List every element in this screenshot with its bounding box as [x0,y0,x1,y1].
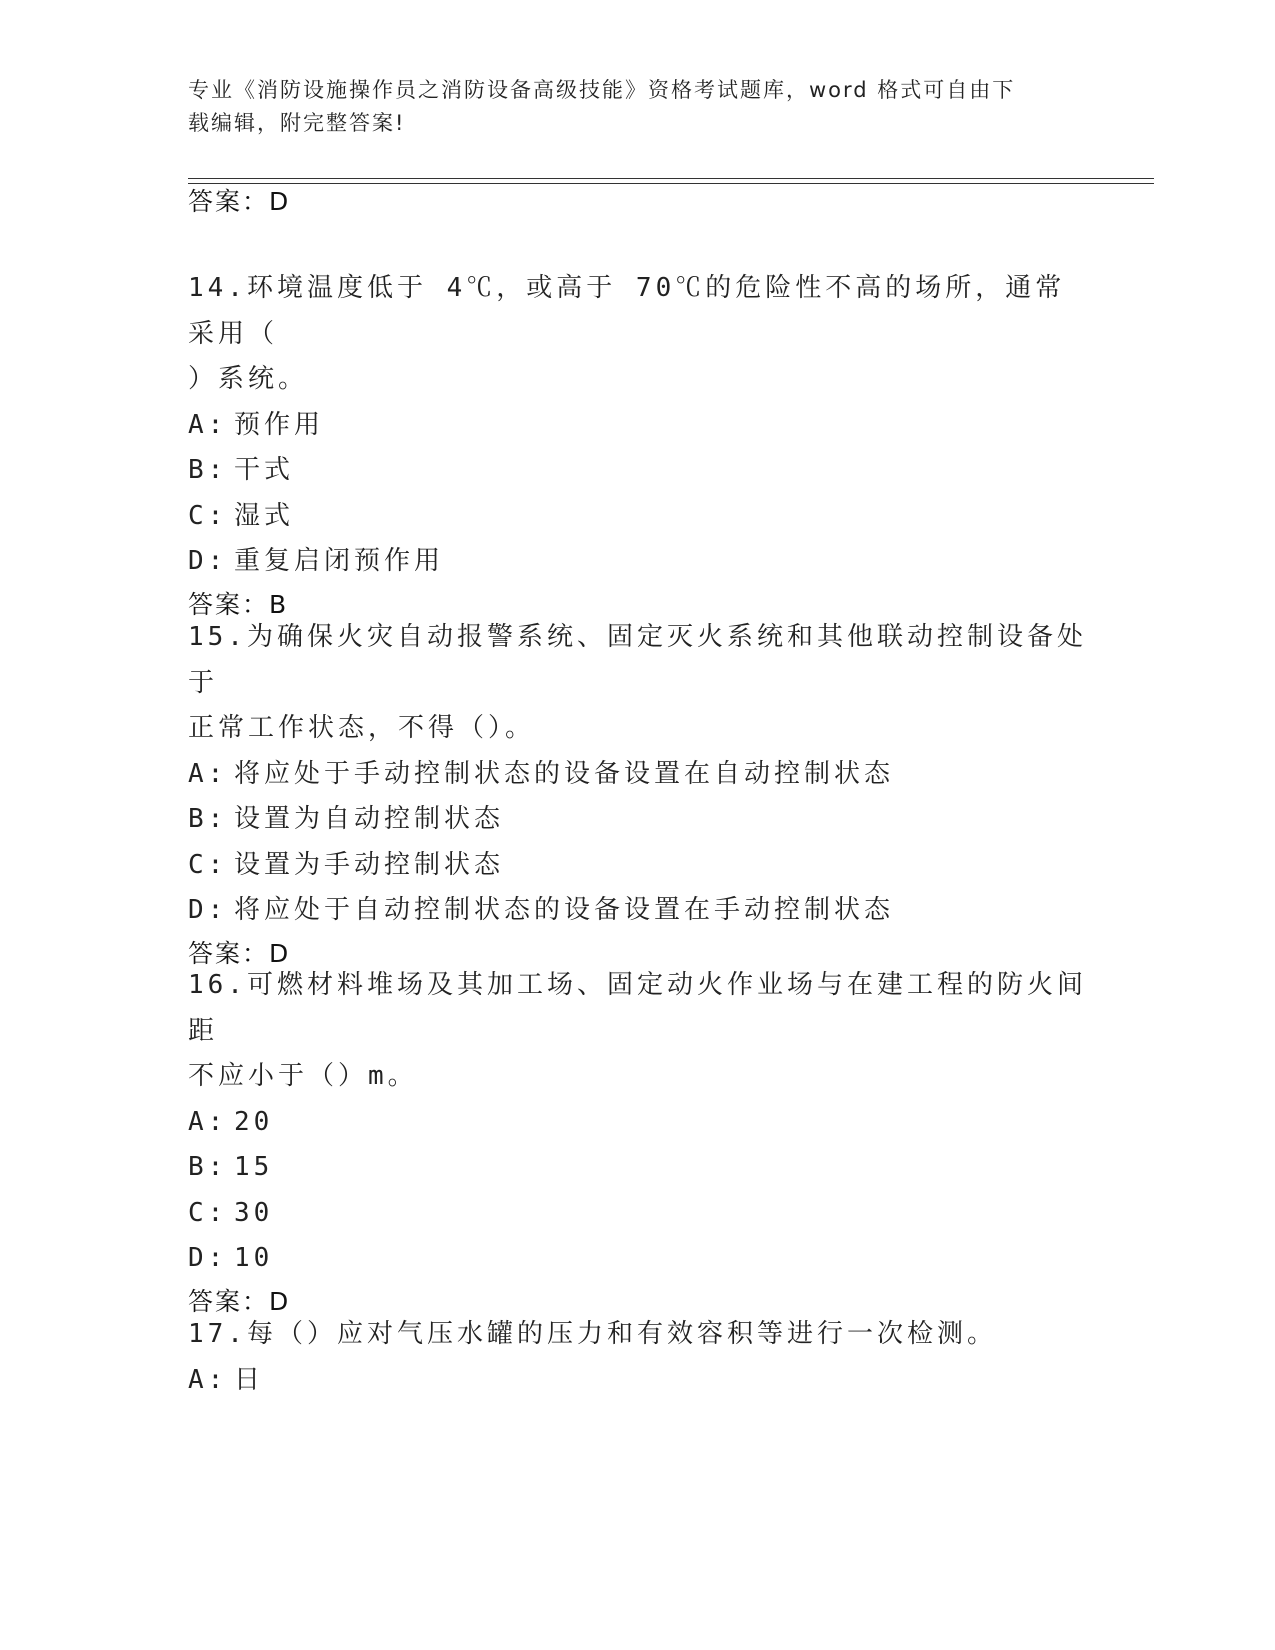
option-text: 重复启闭预作用 [234,546,445,576]
question-17 [188,1312,1088,1403]
option-a [188,403,1088,449]
header-line-2: 载编辑，附完整答案! [188,111,406,135]
header-divider-thin [188,178,1154,179]
question-stem-line-2: ）系统。 [188,364,309,394]
option-key: B: [188,455,228,485]
option-text: 将应处于自动控制状态的设备设置在手动控制状态 [234,895,895,925]
question-stem-line-1: 14.环境温度低于 4℃，或高于 70℃的危险性不高的场所，通常采用（ [188,273,1066,349]
answer-label: 答案：B [188,589,289,619]
option-key: D: [188,546,228,576]
option-key: A: [188,1364,228,1395]
option-c [188,494,1088,540]
option-b [188,448,1088,494]
option-b [188,797,1088,843]
option-text: 15 [234,1152,274,1182]
option-a [188,1100,1088,1146]
question-stem-line-1: 17.每（）应对气压水罐的压力和有效容积等进行一次检测。 [188,1319,997,1349]
header-divider-thick [188,183,1154,184]
option-text: 设置为手动控制状态 [234,849,505,880]
option-d [188,888,1088,934]
previous-answer-block [188,186,1088,232]
option-key: D: [188,895,228,925]
option-key: C: [188,849,228,880]
option-text: 30 [234,1197,274,1228]
option-text: 10 [234,1243,274,1273]
question-stem-line-1: 16.可燃材料堆场及其加工场、固定动火作业场与在建工程的防火间距 [188,970,1087,1046]
question-16 [188,963,1088,1332]
option-d [188,1236,1088,1282]
option-key: D: [188,1243,228,1273]
question-stem-line-2: 正常工作状态，不得（）。 [188,713,536,743]
answer-label: 答案：D [188,187,291,216]
option-key: B: [188,804,228,834]
option-text: 干式 [234,455,295,485]
option-key: A: [188,1106,228,1137]
question-15 [188,615,1088,984]
option-text: 20 [234,1106,274,1137]
document-header [188,74,1068,140]
option-a [188,1358,1088,1404]
answer-label: 答案：D [188,1286,291,1316]
option-key: C: [188,1197,228,1228]
option-key: A: [188,409,228,440]
question-stem-line-1: 15.为确保火灾自动报警系统、固定灭火系统和其他联动控制设备处于 [188,622,1087,698]
header-line-1: 专业《消防设施操作员之消防设备高级技能》资格考试题库，word 格式可自由下 [188,78,1016,102]
option-key: A: [188,758,228,789]
option-d [188,539,1088,585]
option-a [188,752,1088,798]
option-text: 将应处于手动控制状态的设备设置在自动控制状态 [234,758,895,789]
option-key: B: [188,1152,228,1182]
option-b [188,1145,1088,1191]
option-text: 预作用 [234,409,325,440]
option-c [188,843,1088,889]
option-c [188,1191,1088,1237]
option-text: 日 [234,1364,265,1395]
question-14 [188,266,1088,635]
question-stem-line-2: 不应小于（）m。 [188,1061,418,1091]
answer-label: 答案：D [188,938,291,968]
option-key: C: [188,500,228,531]
option-text: 湿式 [234,500,295,531]
option-text: 设置为自动控制状态 [234,804,505,834]
